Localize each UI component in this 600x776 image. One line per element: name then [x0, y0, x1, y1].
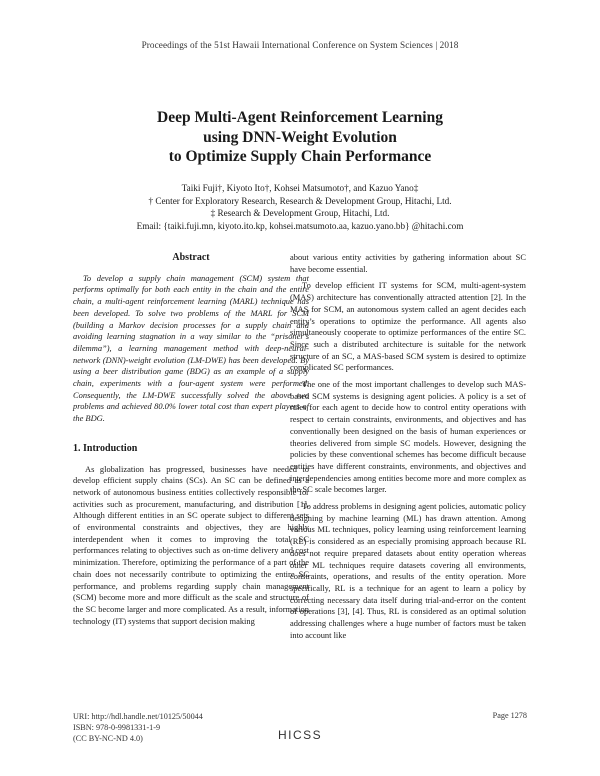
right-column — [290, 252, 526, 647]
body-paragraph: To develop efficient IT systems for SCM, multi-agent-system (MAS) architecture has conventionally attracted attention [2]. In the MAS for SCM, an autonomous system called an agent decides each entity’s operations to optimize the performance. All agents also simultaneously cooperate to optimize performances of the entire SC. Since such a distributed architecture is suitable for the network structure of an SC, a MAS-based SCM system is desired to optimize complicated SC performances. — [290, 280, 526, 373]
title-line: Deep Multi-Agent Reinforcement Learning — [157, 109, 443, 126]
hicss-logo — [278, 728, 322, 742]
author-block — [0, 182, 600, 232]
section-heading-introduction: 1. Introduction — [73, 442, 138, 454]
affiliation-2: ‡ Research & Development Group, Hitachi, Ltd. — [210, 208, 390, 219]
abstract-heading: Abstract — [172, 252, 210, 263]
proceedings-header: Proceedings of the 51st Hawaii International Conference on System Sciences | 2018 — [141, 40, 459, 50]
body-paragraph: The one of the most important challenges to develop such MAS-based SCM systems is designing agent policies. A policy is a set of rules for each agent to decide how to control entity operations with respect to certain constraints, environments, and objectives and has conventionally been designed on the basis of human experiences or theories delivered from simple SC models. However, designing the policies by these conventional schemes has become difficult because entities have different constraints, environments, and objectives and interdependencies among entities become more and more complex as the SC scale becomes larger. — [290, 379, 526, 495]
title-line: to Optimize Supply Chain Performance — [168, 148, 432, 165]
body-paragraph: To address problems in designing agent policies, automatic policy designing by machine learning (ML) has drawn attention. Among various ML techniques, policy learning using reinforcement learning (RL) is considered as an especially promising approach because RL does not require prepared datasets about entity operation whereas other ML techniques require datasets covering all environments, constraints, operations, and results of the entity operation. More specifically, RL is a technique for an agent to learn a policy by correcting necessary data itself during trial-and-error on the content of operations [3], [4]. Thus, RL is considered as an optimal solution addressing challenges where a huge number of factors must be taken into account like — [290, 501, 526, 640]
affiliation-1: † Center for Exploratory Research, Research & Development Group, Hitachi, Ltd. — [148, 195, 452, 206]
footer-isbn: ISBN: 978-0-9981331-1-9 — [73, 723, 161, 733]
footer-identifiers — [73, 711, 203, 745]
left-column — [73, 252, 309, 632]
author-emails: Email: {taiki.fuji.mn, kiyoto.ito.kp, kohsei.matsumoto.aa, kazuo.yano.bb} @hitachi.com — [136, 220, 464, 231]
intro-paragraph: As globalization has progressed, businesses have needed to develop efficient supply chains (SCs). An SC can be defined as a network of autonomous business entities collectively responsible for activities such as procurement, manufacturing, and distribution [1]. Although different entities in an SC operate subject to different sets of environmental constraints and objectives, they are highly interdependent when it comes to improving the total SC performances relating to objectives such as on-time delivery and cost minimization. Therefore, optimizing the performance of a part of the chain does not necessarily contribute to optimizing the entire SC performance, and problems regarding supply chain management (SCM) become more and more difficult as the scale and structure of the SC become larger and more complicated. As a result, information technology (IT) systems that support decision making — [73, 463, 309, 626]
abstract-text: To develop a supply chain management (SCM) system that performs optimally for both each entity in the chain and the entire chain, a multi-agent reinforcement learning (MARL) technique has been developed. To solve two problems of the MARL for SCM (building a Markov decision processes for a supply chain and avoiding learning stagnation in a way similar to the “prisoner’s dilemma”), a learning management method with deep-neural-network (DNN)-weight evolution (LM-DWE) has been developed. By using a beer distribution game (BDG) as an example of a supply chain, experiments with a four-agent system were performed. Consequently, the LM-DWE successfully solved the above two problems and achieved 80.0% lower total cost than expert players of the BDG. — [73, 272, 309, 424]
hicss-logo-text: HICSS — [278, 728, 323, 742]
footer-uri: URI: http://hdl.handle.net/10125/50044 — [73, 712, 203, 721]
title-line: using DNN-Weight Evolution — [203, 128, 397, 146]
author-names: Taiki Fuji†, Kiyoto Ito†, Kohsei Matsumoto†, and Kazuo Yano‡ — [181, 183, 419, 193]
paper-title — [0, 108, 600, 167]
footer-license: (CC BY-NC-ND 4.0) — [73, 734, 143, 744]
continued-paragraph: about various entity activities by gathering information about SC have become essential. — [290, 252, 526, 274]
page-number: Page 1278 — [492, 711, 527, 720]
